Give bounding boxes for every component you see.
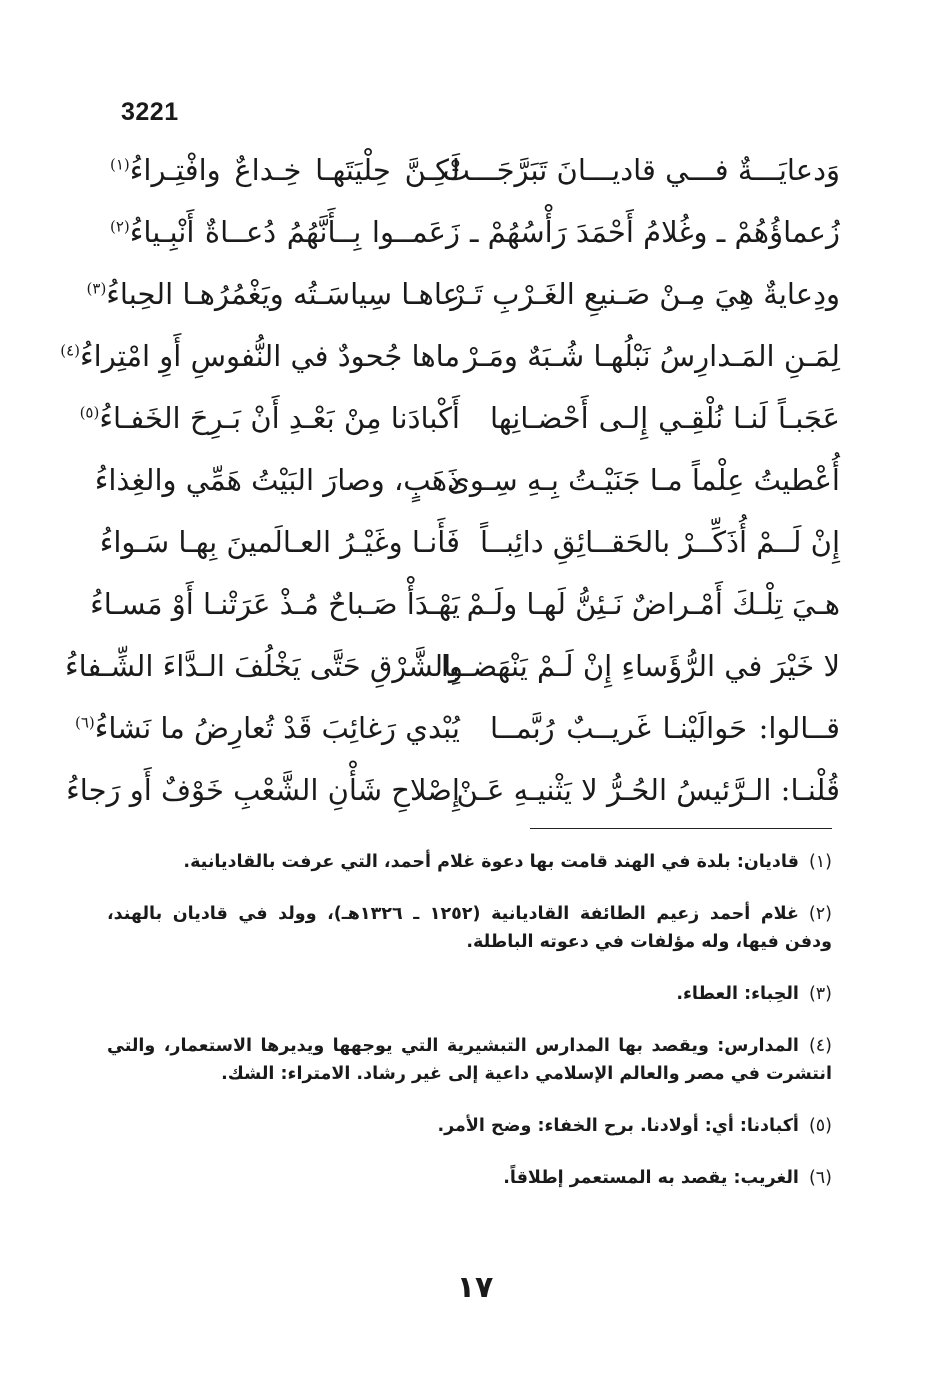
footnote-number: (٤) [808,1036,832,1056]
verse-first-hemistich: أُعْطيتُ عِلْماً مـا جَنَيْـتُ بِـهِ سِـوى [447,463,840,497]
footnote [107,1112,832,1140]
footnotes [107,848,832,1216]
verse-text: بِالشَّرْقِ حَتَّى يَخْلُفَ الـدَّاءَ الشِّـفاءُ [65,649,460,683]
verse-text: عاهـا سِياسَـتُه ويَغْمُرُهـا الحِباءُ [106,277,460,311]
footnote-text: الغريب: يقصد به المستعمر إطلاقاً. [503,1168,799,1188]
verse-text: أَكْبادَنا مِنْ بَعْـدِ أَنْ بَـرِحَ الخَفـاءُ [99,401,460,435]
verse [110,200,840,262]
footnote-text: غلام أحمد زعيم الطائفة القاديانية (١٢٥٢ ـ ١٣٢٦هـ)، وولد في قاديان بالهند، ودفن فيها، وله مؤلفات في دعوته الباطلة. [107,904,832,952]
verse-first-hemistich: إِنْ لَــمْ أُذَكِّــرْ بالحَقــائِقِ دائِبــاً [480,525,840,559]
footnote-text: المدارس: ويقصد بها المدارس التبشيرية التي يوجهها ويديرها الاستعمار، والتي انتشرت في مصر والعالم الإسلامي داعية إلى غير رشاد. الامتراء: الشك. [107,1036,832,1084]
verse-second-hemistich [66,770,460,810]
footnote [107,1032,832,1088]
verse-first-hemistich: وَدعايَـــةٌ فـــي قاديـــانَ تَبَرَّجَـــتْ [442,153,840,187]
verse [79,386,840,448]
verse-second-hemistich [79,398,460,438]
page-id: 3221 [121,98,179,126]
verse-second-hemistich [110,212,460,252]
verse-first-hemistich: زُعماؤُهُمْ ـ وغُلامُ أَحْمَدَ رَأْسُهُمْ ـ [469,215,840,249]
verse [110,138,840,200]
footnote-number: (٣) [808,984,832,1004]
footnote-number: (٢) [808,904,832,924]
footnote-ref: (٣) [86,279,107,298]
verse-text: إِصْلاحِ شَأْنِ الشَّعْبِ خَوْفٌ أَو رَجاءُ [66,773,460,807]
verse-second-hemistich [110,150,460,190]
verse-second-hemistich [99,522,460,562]
verse-text: فَأَنـا وغَيْـرُ العـالَمينَ بِهـا سَـواءُ [99,525,460,559]
verse [90,572,840,634]
footnote-text: الحِباء: العطاء. [676,984,799,1004]
verse-text: لَكِـنَّ حِلْيَتَهـا خِـداعٌ وافْتِـراءُ [129,153,460,187]
verse-first-hemistich: هـيَ تِلْـكَ أَمْـراضٌ نَـئِنُّ لَهـا ولَـمْ [466,587,840,621]
footnote [107,900,832,956]
verse-second-hemistich [90,584,460,624]
verse-text: يَهْـدَأْ صَـباحٌ مُـذْ عَرَتْنـا أَوْ مَسـاءُ [90,587,460,621]
footnote-ref: (١) [110,155,130,174]
verse-text: ماها جُحودٌ في النُّفوسِ أَوِ امْتِراءُ [80,339,460,373]
footnote-number: (١) [808,852,832,872]
verse-second-hemistich [60,336,460,376]
verse-first-hemistich: ودِعايةٌ هِيَ مِـنْ صَـنيعِ الغَـرْبِ تَـرْ [450,277,840,311]
verse-first-hemistich: قــالوا: حَوالَيْنـا غَريــبٌ رُبَّمــا [490,711,840,745]
verse-first-hemistich: عَجَبـاً لَنـا نُلْقِـي إِلـى أَحْضـانِها [490,401,840,435]
footnote-text: قاديان: بلدة في الهند قامت بها دعوة غلام أحمد، التي عرفت بالقاديانية. [183,852,799,872]
footnote-ref: (٦) [75,713,95,732]
poem [60,138,840,820]
page-number: ١٧ [456,1270,494,1305]
footnote [107,848,832,876]
footnote-number: (٥) [808,1116,832,1136]
verse-first-hemistich: لِمَـنِ المَـدارِسُ نَبْلُهـا شُـبَهٌ ومَـرْ [463,339,840,373]
verse-second-hemistich [94,460,460,500]
verse-text: يُبْدي رَغائِبَ قَدْ تُعارِضُ ما نَشاءُ [94,711,460,745]
footnote-ref: (٢) [110,217,130,236]
verse [94,448,840,510]
verse [65,634,840,696]
footnote [107,980,832,1008]
verse-second-hemistich [75,708,460,748]
verse-text: ذَهَبٍ، وصارَ البَيْتُ هَمِّي والغِذاءُ [94,463,460,497]
footnote [107,1164,832,1192]
footnote-divider [530,828,832,829]
verse [75,696,840,758]
verse [86,262,840,324]
verse [60,324,840,386]
footnote-ref: (٥) [79,403,100,422]
footnote-text: أكبادنا: أي: أولادنا. برح الخفاء: وضح الأمر. [437,1116,799,1136]
verse [66,758,840,820]
verse-first-hemistich: لا خَيْرَ في الرُّؤَساءِ إِنْ لَـمْ يَنْهَضـوا [440,649,840,683]
verse [99,510,840,572]
verse-second-hemistich [86,274,460,314]
verse-first-hemistich: قُلْنـا: الـرَّئيسُ الحُـرُّ لا يَثْنيـهِ عَـنْ [456,773,840,807]
footnote-number: (٦) [808,1168,832,1188]
footnote-ref: (٤) [60,341,81,360]
verse-second-hemistich [65,646,460,686]
verse-text: زَعَمــوا بِــأَنَّهُمُ دُعــاةٌ أَنْبِـياءُ [129,215,460,249]
